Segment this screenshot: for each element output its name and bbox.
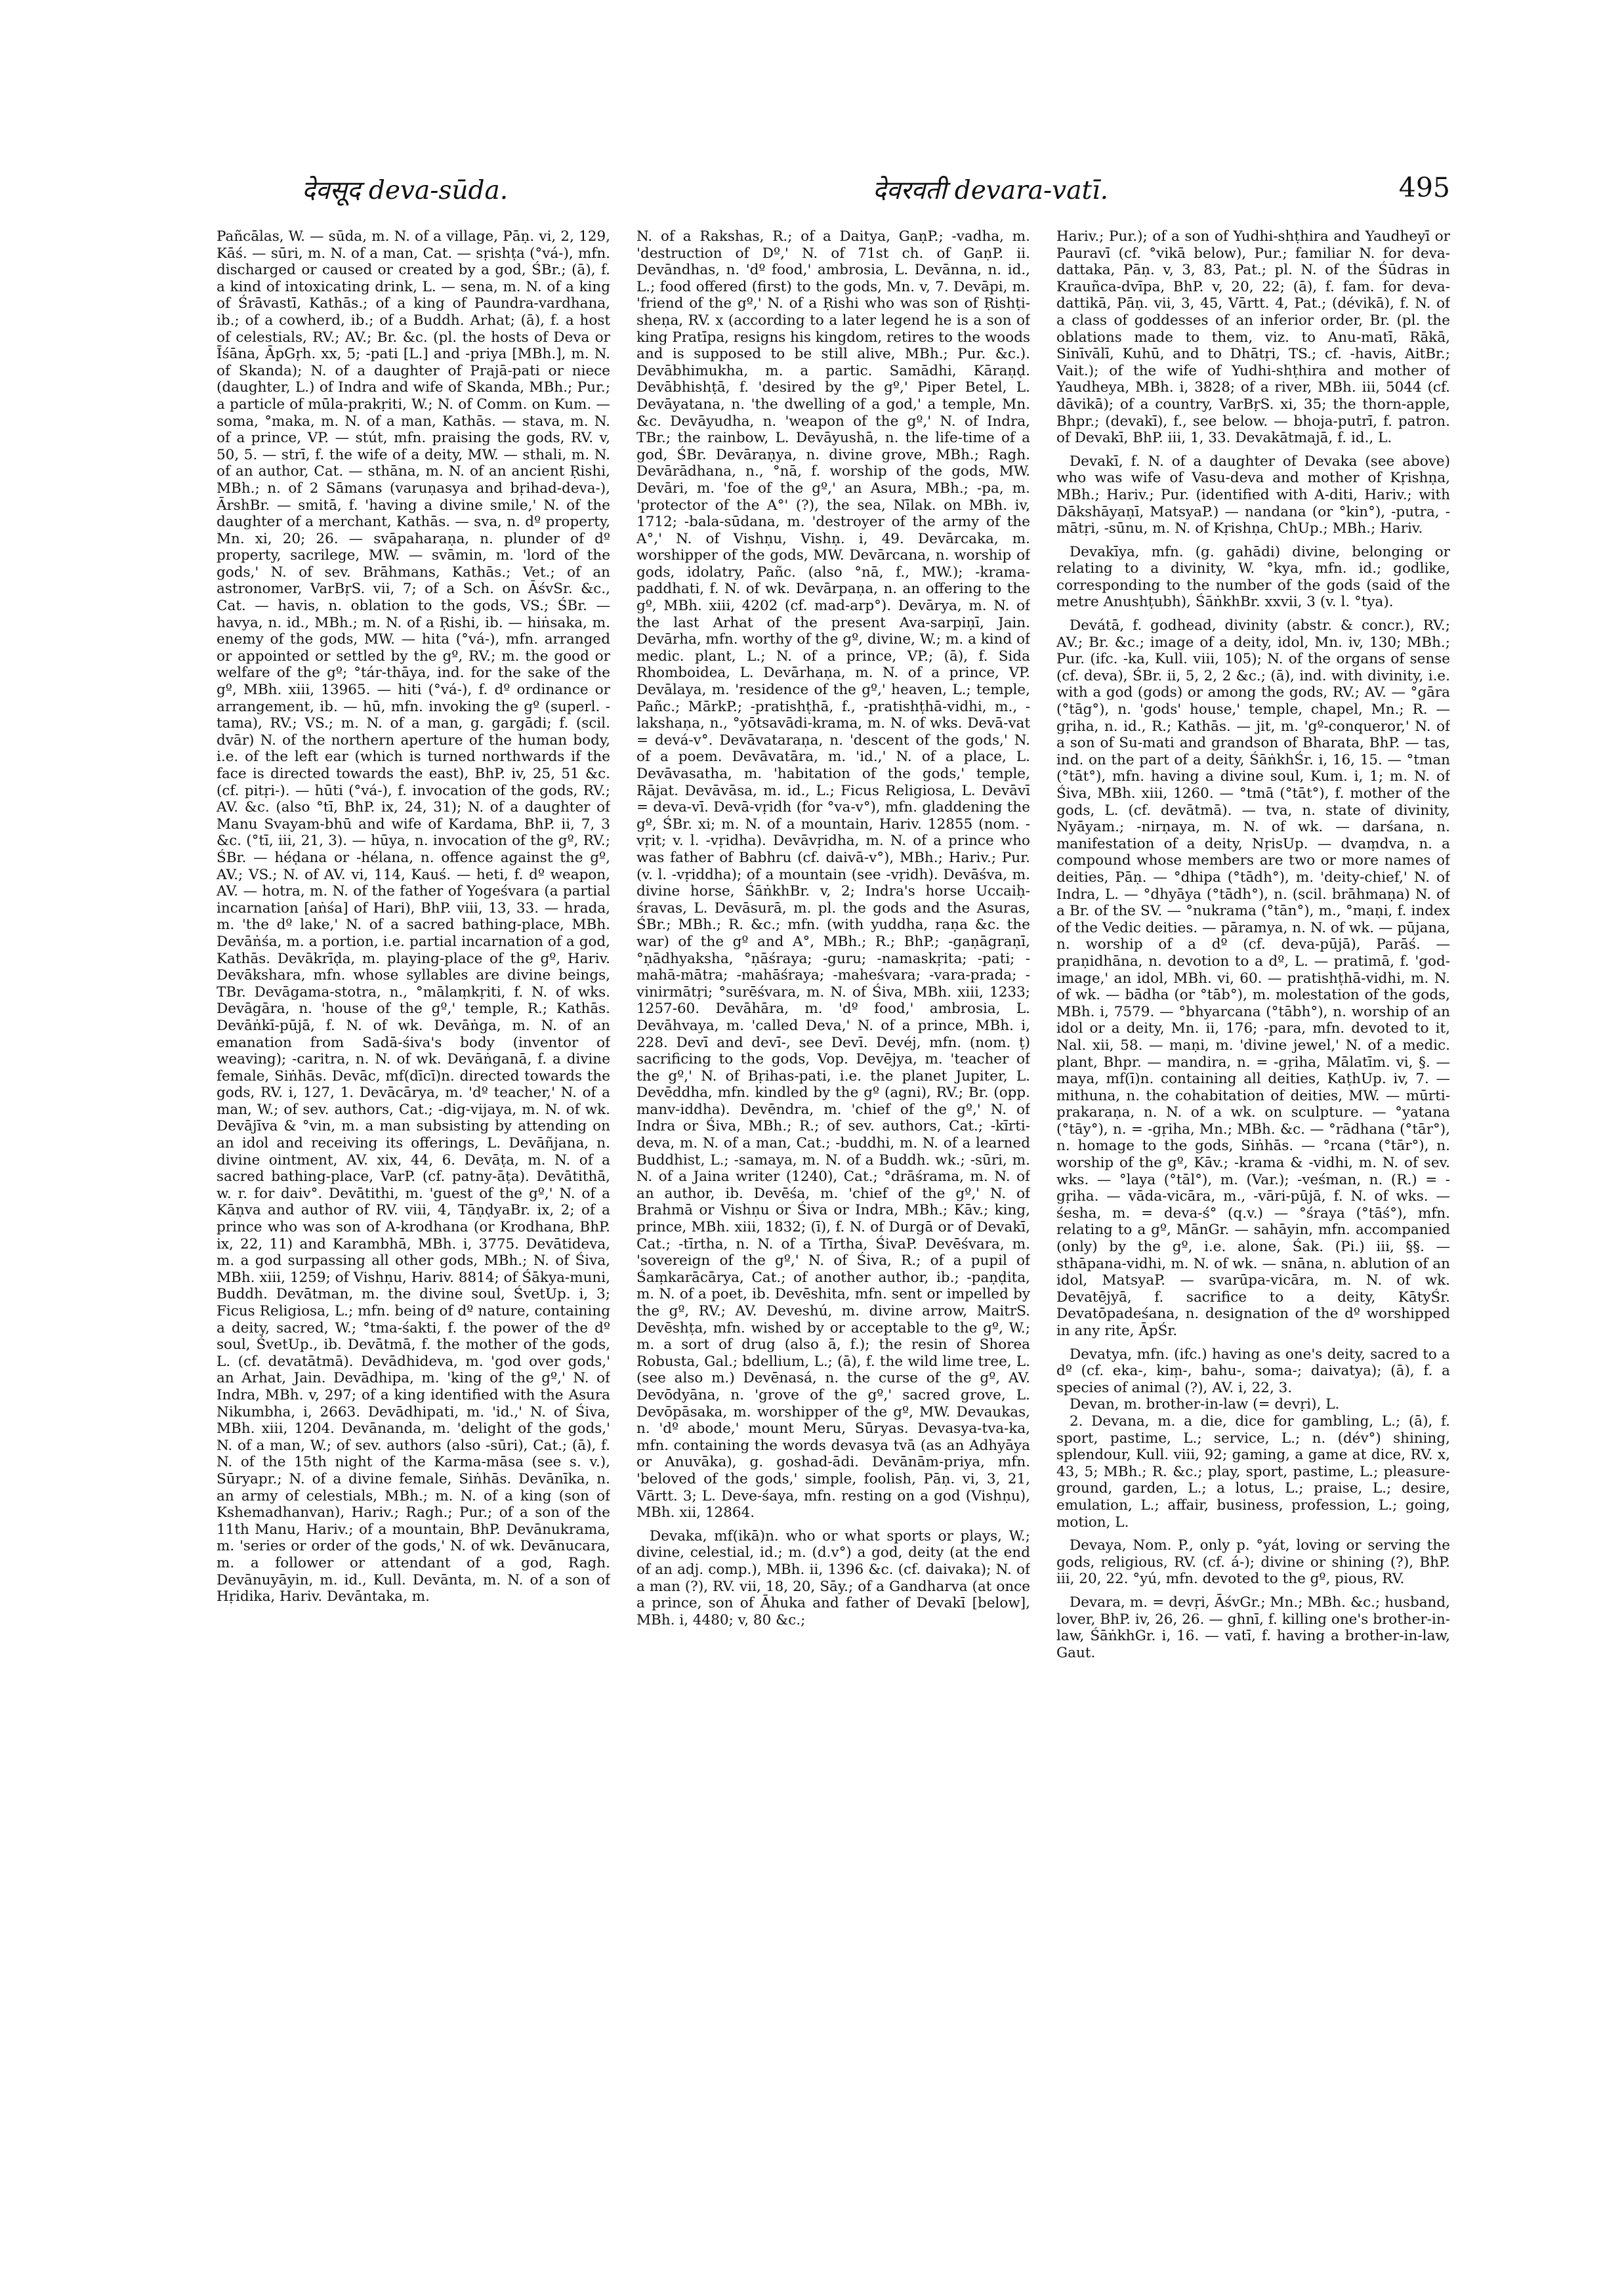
entry-paragraph: 2. Devana, m. a die, dice for gambling, L.; (ā), f. sport, pastime, L.; service, L.; n. (dév°) shining, splendour, Kull. viii, 92; gaming, a game at dice, RV. x, 43, 5; MBh.; R. &c.; play, sport, pastime, L.; pleasure-ground, garden, L.; a lotus, L.; praise, L.; desire, emulation, L.; affair, business, profession, L.; going, motion, L. xyxy=(1056,1413,1450,1531)
page-number: 495 xyxy=(1398,172,1450,203)
page-header xyxy=(217,172,1450,211)
entry-paragraph: Devaka, mf(ikā)n. who or what sports or plays, W.; divine, celestial, id.; m. (d.v°) a god, deity (at the end of an adj. comp.), MBh. ii, 1396 &c. (cf. daivaka); N. of a man (?), RV. vii, 18, 20, Sāy.; of a Gandharva (at once a prince, son of Āhuka and father of Devakī [below], MBh. i, 4480; v, 80 &c.; xyxy=(636,1527,1030,1628)
dictionary-columns xyxy=(217,228,1450,2229)
entry-paragraph: Devátā, f. godhead, divinity (abstr. & concr.), RV.; AV.; Br. &c.; image of a deity, idol, Mn. iv, 130; MBh.; Pur. (ifc. -ka, Kull. viii, 105); N. of the organs of sense (cf. deva), ŚBr. ii, 5, 2, 2 &c.; (ā), ind. with divinity, i.e. with a god (gods) or among the gods, RV.; AV. — °gāra (°tāg°), n. 'gods' house,' temple, chapel, Mn.; R. — gṛiha, n. id., R.; Kathās. — jit, m. 'gº-conqueror,' N. of a son of Su-mati and grandson of Bharata, BhP. — tas, ind. on the part of a deity, ŚāṅkhŚr. i, 16, 15. — °tman (°tāt°), mfn. having a divine soul, Kum. i, 1; m. N. of Śiva, MBh. xiii, 1260. — °tmā (°tāt°), f. mother of the gods, L. (cf. devātmā). — tva, n. state of divinity, Nyāyam.; -nirṇaya, m. N. of wk. — darśana, n. manifestation of a deity, NṛisUp. — dvaṃdva, n. a compound whose members are two or more names of deities, Pāṇ. — °dhipa (°tādh°), m. 'deity-chief,' N. of Indra, L. — °dhyāya (°tādh°), n. (scil. brāhmaṇa) N. of a Br. of the SV. — °nukrama (°tān°), m., °maṇi, f. index of the Vedic deities. — pāramya, n. N. of wk. — pūjana, n. worship of a dº (cf. deva-pūjā), Parāś. — praṇidhāna, n. devotion to a dº, L. — pratimā, f. 'god-image,' an idol, MBh. vi, 60. — pratishṭhā-vidhi, m. N. of wk. — bādha (or °tāb°), m. molestation of the gods, MBh. i, 7579. — °bhyarcana (°tābh°), n. worship of an idol or a deity, Mn. ii, 176; -para, mfn. devoted to it, Nal. xii, 58. — maṇi, m. 'divine jewel,' N. of a medic. plant, Bhpr. — mandira, n. = -gṛiha, Mālatīm. vi, §. — maya, mf(ī)n. containing all deities, KaṭhUp. iv, 7. — mithuna, n. the cohabitation of deities, MW. — mūrti-prakaraṇa, n. N. of a wk. on sculpture. — °yatana (°tāy°), n. = -gṛiha, Mn.; MBh. &c. — °rādhana (°tār°), n. homage to the gods, Siṅhās. — °rcana (°tār°), n. worship of the gº, Kāv.; -krama & -vidhi, m. N. of sev. wks. — °laya (°tāl°), m. (Var.); -veśman, n. (R.) = -gṛiha. — vāda-vicāra, m., -vāri-pūjā, f. N. of wks. — śesha, m. = deva-ś° (q.v.) — °śraya (°tāś°), mfn. relating to a gº, MānGr. — sahāyin, mfn. accompanied (only) by the gº, i.e. alone, Śak. (Pi.) iii, §§. — sthāpana-vidhi, m. N. of wk. — snāna, n. ablution of an idol, MatsyaP. — svarūpa-vicāra, m. N. of wk. Devatējyā, f. sacrifice to a deity, KātyŚr. Devatōpadeśana, n. designation of the dº worshipped in any rite, ĀpŚr. xyxy=(1056,617,1450,1339)
running-head-right: देवरवती devara-vatī. xyxy=(873,176,1108,205)
column-2 xyxy=(636,228,1030,2223)
entry-paragraph: Devan, m. brother-in-law (= devṛi), L. xyxy=(1070,1396,1340,1413)
entry-paragraph: Devakīya, mfn. (g. gahādi) divine, belonging or relating to a divinity, W. °kya, mfn. id.; godlike, corresponding to the number of the gods (said of the metre Anushṭubh), ŚāṅkhBr. xxvii, 3 (v. l. °tya). xyxy=(1056,543,1450,611)
entry-paragraph: Devakī, f. N. of a daughter of Devaka (see above) who was wife of Vasu-deva and mother of Kṛishṇa, MBh.; Hariv.; Pur. (identified with A-diti, Hariv.; with Dākshāyaṇī, MatsyaP.) — nandana (or °kin°), -putra, -mātṛi, -sūnu, m. N. of Kṛishṇa, ChUp.; MBh.; Hariv. xyxy=(1056,453,1450,537)
running-head-left: देवसूद deva-sūda. xyxy=(302,176,509,205)
entry-paragraph: N. of a Rakshas, R.; of a Daitya, GaṇP.; -vadha, m. 'destruction of Dº,' N. of 71st ch. of GaṇP. ii. Devāndhas, n. 'dº food,' ambrosia, L. Devānna, n. id., L.; food offered (first) to the gods, Mn. v, 7. Devāpi, m. 'friend of the gº,' N. of a Ṛishi who was son of Ṛishṭi-sheṇa, RV. x (according to a later legend he is a son of king Pratīpa, resigns his kingdom, retires to the woods and is supposed to be still alive, MBh.; Pur. &c.). Devābhimukha, m. a partic. Samādhi, Kāraṇḍ. Devābhishṭā, f. 'desired by the gº,' Piper Betel, L. Devāyatana, n. 'the dwelling of a god,' a temple, Mn. &c. Devāyudha, n. 'weapon of the gº,' N. of Indra, TBr.; the rainbow, L. Devāyushā, n. the life-time of a god, ŚBr. Devāraṇya, n. divine grove, MBh.; Ragh. Devārādhana, n., °nā, f. worship of the gods, MW. Devāri, m. 'foe of the gº,' an Asura, MBh.; -pa, m. 'protector of the A°' (?), the sea, Nīlak. on MBh. iv, 1712; -bala-sūdana, m. 'destroyer of the army of the A°,' N. of Vishṇu, Vishṇ. i, 49. Devārcaka, m. worshipper of the gods, MW. Devārcana, n. worship of gods, idolatry, Pañc. (also °nā, f., MW.); -krama-paddhati, f. N. of wk. Devārpaṇa, n. an offering to the gº, MBh. xiii, 4202 (cf. mad-arp°). Devārya, m. N. of the last Arhat of the present Ava-sarpiṇī, Jain. Devārha, mfn. worthy of the gº, divine, W.; m. a kind of medic. plant, L.; N. of a prince, VP.; (ā), f. Sida Rhomboidea, L. Devārhaṇa, m. N. of a prince, VP. Devālaya, m. 'residence of the gº,' heaven, L.; temple, Pañc.; MārkP.; -pratishṭhā, f., -pratishṭhā-vidhi, m., -lakshaṇa, n., °yōtsavādi-krama, m. N. of wks. Devā-vat = devá-v°. Devāvataraṇa, n. 'descent of the gods,' N. of a poem. Devāvatāra, m. 'id.,' N. of a place, L. Devāvasatha, m. 'habitation of the gods,' temple, Rājat. Devāvāsa, m. id., L.; Ficus Religiosa, L. Devāvī = deva-vī. Devā-vṛidh (for °va-v°), mfn. gladdening the gº, ŚBr. xi; m. N. of a mountain, Hariv. 12855 (nom. -vṛit; v. l. -vṛidha). Devāvṛidha, m. N. of a prince who was father of Babhru (cf. daivā-v°), MBh.; Hariv.; Pur. (v. l. -vṛiddha); of a mountain (see -vṛidh). Devāśva, m. divine horse, ŚāṅkhBr. v, 2; Indra's horse Uccaiḥ-śravas, L. Devāsurā, m. pl. the gods and the Asuras, ŚBr.; MBh.; R. &c.; mfn. (with yuddha, raṇa &c. the war) of the gº and A°, MBh.; R.; BhP.; -gaṇāgraṇī, °ṇādhyaksha, °ṇāśraya; -guru; -namaskṛita; -pati; -mahā-mātra; -mahāśraya; -maheśvara; -vara-prada; -vinirmātṛi; °surēśvara, m. N. of Śiva, MBh. xiii, 1233; 1257-60. Devāhāra, m. 'dº food,' ambrosia, L. Devāhvaya, m. 'called Deva,' N. of a prince, MBh. i, 228. Devī and devī-, see Devī. Devéj, mfn. (nom. ṭ) sacrificing to the gods, Vop. Devējya, m. 'teacher of the gº,' N. of Bṛihas-pati, i.e. the planet Jupiter, L. Devēddha, mfn. kindled by the gº (agni), RV.; Br. (opp. manv-iddha). Devēndra, m. 'chief of the gº,' N. of Indra or Śiva, MBh.; R.; of sev. authors, Cat.; -kīrti-deva, m. N. of a man, Cat.; -buddhi, m. N. of a learned Buddhist, L.; -samaya, m. N. of a Buddh. wk.; -sūri, m. N. of a Jaina writer (1240), Cat.; °drāśrama, m. N. of an author, ib. Devēśa, m. 'chief of the gº,' N. of Brahmā or Vishṇu or Śiva or Indra, MBh.; Kāv.; king, prince, MBh. xiii, 1832; (ī), f. N. of Durgā or of Devakī, Cat.; -tīrtha, n. N. of a Tīrtha, ŚivaP. Devēśvara, m. 'sovereign of the gº,' N. of Śiva, R.; of a pupil of Śaṃkarācārya, Cat.; of another author, ib.; -paṇḍita, m. N. of a poet, ib. Devēshita, mfn. sent or impelled by the gº, RV.; AV. Deveshú, m. divine arrow, MaitrS. Devēshṭa, mfn. wished by or acceptable to the gº, W.; m. a sort of drug (also ā, f.); the resin of Shorea Robusta, Gal.; bdellium, L.; (ā), f. the wild lime tree, L. (see also m.) Devēnasá, n. the curse of the gº, AV. Devōdyāna, n. 'grove of the gº,' sacred grove, L. Devōpāsaka, m. worshipper of the gº, MW. Devaukas, n. 'dº abode,' mount Meru, Sūryas. Devasya-tva-ka, mfn. containing the words devasya tvā (as an Adhyāya or Anuvāka), g. goshad-ādi. Devānām-priya, mfn. 'beloved of the gods,' simple, foolish, Pāṇ. vi, 3, 21, Vārtt. 3; L. Deve-śaya, mfn. resting on a god (Vishṇu), MBh. xii, 12864. xyxy=(636,228,1030,1521)
entry-paragraph: Devaya, Nom. P., only p. °yát, loving or serving the gods, religious, RV. (cf. á-); divine or shining (?), BhP. iii, 20, 22. °yú, mfn. devoted to the gº, pious, RV. xyxy=(1056,1537,1450,1588)
entry-paragraph: Hariv.; Pur.); of a son of Yudhi-shṭhira and Yaudheyī or Pauravī (cf. °vikā below), Pur.; familiar N. for deva-dattaka, Pāṇ. v, 3, 83, Pat.; pl. N. of the Śūdras in Krauñca-dvīpa, BhP. v, 20, 22; (ā), f. fam. for deva-dattikā, Pāṇ. vii, 3, 45, Vārtt. 4, Pat.; (dévikā), f. N. of a class of goddesses of an inferior order, Br. (pl. the oblations made to them, viz. to Anu-matī, Rākā, Sinīvālī, Kuhū, and to Dhātṛi, TS.; cf. -havis, AitBr.; Vait.); of the wife of Yudhi-shṭhira and mother of Yaudheya, MBh. i, 3828; of a river, MBh. iii, 5044 (cf. dāvikā); of a country, VarBṛS. xi, 35; the thorn-apple, Bhpr.; (devakī), f., see below. — bhoja-putrī, f. patron. of Devakī, BhP. iii, 1, 33. Devakātmajā, f. id., L. xyxy=(1056,228,1450,447)
column-1 xyxy=(217,228,610,2223)
entry-paragraph: Devara, m. = devṛi, ĀśvGr.; Mn.; MBh. &c.; husband, lover, BhP. iv, 26, 26. — ghnī, f. killing one's brother-in-law, ŚāṅkhGr. i, 16. — vatī, f. having a brother-in-law, Gaut. xyxy=(1056,1594,1450,1661)
entry-paragraph: Pañcālas, W. — sūda, m. N. of a village, Pāṇ. vi, 2, 129, Kāś. — sūri, m. N. of a man, Cat. — sṛishṭa (°vá-), mfn. discharged or caused or created by a god, ŚBr.; (ā), f. a kind of intoxicating drink, L. — sena, m. N. of a king of Śrāvastī, Kathās.; of a king of Paundra-vardhana, ib.; of a cowherd, ib.; of a Buddh. Arhat; (ā), f. a host of celestials, RV.; AV.; Br. &c. (pl. the hosts of Deva or Īśāna, ĀpGṛh. xx, 5; -pati [L.] and -priya [MBh.], m. N. of Skanda); N. of a daughter of Prajā-pati or niece (daughter, L.) of Indra and wife of Skanda, MBh.; Pur.; a particle of mūla-prakṛiti, W.; N. of Comm. on Kum. — soma, °maka, m. N. of a man, Kathās. — stava, m. N. of a prince, VP. — stút, mfn. praising the gods, RV. v, 50, 5. — strī, f. the wife of a deity, MW. — sthali, m. N. of an author, Cat. — sthāna, m. N. of an ancient Ṛishi, MBh.; n. of 2 Sāmans (varuṇasya and bṛihad-deva-), ĀrshBr. — smitā, f. 'having a divine smile,' N. of the daughter of a merchant, Kathās. — sva, n. dº property, Mn. xi, 20; 26. — svāpaharaṇa, n. plunder of dº property, sacrilege, MW. — svāmin, m. 'lord of the gods,' N. of sev. Brāhmans, Kathās.; Vet.; of an astronomer, VarBṛS. vii, 7; of a Sch. on ĀśvSr. &c., Cat. — havis, n. oblation to the gods, VS.; ŚBr. — havya, n. id., MBh.; m. N. of a Ṛishi, ib. — hiṅsaka, m. enemy of the gods, MW. — hita (°vá-), mfn. arranged or appointed or settled by the gº, RV.; m. the good or welfare of the gº; °tár-thāya, ind. for the sake of the gº, MBh. xiii, 13965. — hiti (°vá-), f. dº ordinance or arrangement, ib. — hū, mfn. invoking the gº (superl. -tama), RV.; VS.; m. N. of a man, g. gargādi; f. (scil. dvār) N. of the northern aperture of the human body, i.e. of the left ear (which is turned northwards if the face is directed towards the east), BhP. iv, 25, 51 &c. (cf. pitṛi-). — hūti (°vá-), f. invocation of the gods, RV.; AV. &c. (also °tī, BhP. ix, 24, 31); N. of a daughter of Manu Svayam-bhū and wife of Kardama, BhP. ii, 7, 3 &c. (°tī, iii, 21, 3). — hūya, n. invocation of the gº, RV.; ŚBr. — héḍana or -hélana, n. offence against the gº, AV.; VS.; N. of AV. vi, 114, Kauś. — heti, f. dº weapon, AV. — hotra, m. N. of the father of Yogeśvara (a partial incarnation [aṅśa] of Hari), BhP. viii, 13, 33. — hrada, m. 'the dº lake,' N. of a sacred bathing-place, MBh. Devāṅśa, m. a portion, i.e. partial incarnation of a god, Kathās. Devākrīḍa, m. playing-place of the gº, Hariv. Devākshara, mfn. whose syllables are divine beings, TBr. Devāgama-stotra, n., °mālaṃkṛiti, f. N. of wks. Devāgāra, n. 'house of the gº,' temple, R.; Kathās. Devāṅkī-pūjā, f. N. of wk. Devāṅga, m. N. of an emanation from Sadā-śiva's body (inventor of weaving); -caritra, n. N. of wk. Devāṅganā, f. a divine female, Siṅhās. Devāc, mf(dīcī)n. directed towards the gods, RV. i, 127, 1. Devācārya, m. 'dº teacher,' N. of a man, W.; of sev. authors, Cat.; -dig-vijaya, m. N. of wk. Devājīva & °vin, m. a man subsisting by attending on an idol and receiving its offerings, L. Devāñjana, n. divine ointment, AV. xix, 44, 6. Devāṭa, m. N. of a sacred bathing-place, VarP. (cf. patny-āṭa). Devātithā, w. r. for daiv°. Devātithi, m. 'guest of the gº,' N. of a Kāṇva and author of RV. viii, 4, TāṇḍyaBr. ix, 2; of a prince who was son of A-krodhana (or Krodhana, BhP. ix, 22, 11) and Karambhā, MBh. i, 3775. Devātideva, m. a god surpassing all other gods, MBh.; N. of Śiva, MBh. xiii, 1259; of Vishṇu, Hariv. 8814; of Śākya-muni, Buddh. Devātman, m. the divine soul, ŚvetUp. i, 3; Ficus Religiosa, L.; mfn. being of dº nature, containing a deity, sacred, W.; °tma-śakti, f. the power of the dº soul, ŚvetUp., ib. Devātmā, f. the mother of the gods, L. (cf. devatātmā). Devādhideva, m. 'god over gods,' an Arhat, Jain. Devādhipa, m. 'king of the gº,' N. of Indra, MBh. v, 297; of a king identified with the Asura Nikumbha, i, 2663. Devādhipati, m. 'id.,' N. of Śiva, MBh. xiii, 1204. Devānanda, m. 'delight of the gods,' N. of a man, W.; of sev. authors (also -sūri), Cat.; (ā), f. N. of the 15th night of the Karma-māsa (see s. v.), Sūryapr.; N. of a divine female, Siṅhās. Devānīka, n. an army of celestials, MBh.; m. N. of a king (son of Kshemadhanvan), Hariv.; Ragh.; Pur.; of a son of the 11th Manu, Hariv.; of a mountain, BhP. Devānukrama, m. 'series or order of the gods,' N. of wk. Devānucara, m. a follower or attendant of a god, Ragh. Devānuyāyin, m. id., Kull. Devānta, m. N. of a son of Hṛidika, Hariv. Devāntaka, m. xyxy=(217,228,610,1605)
entry-paragraph: Devatya, mfn. (ifc.) having as one's deity, sacred to a dº (cf. eka-, kiṃ-, bahu-, soma-; daivatya); (ā), f. a species of animal (?), AV. i, 22, 3. xyxy=(1056,1346,1450,1396)
column-3 xyxy=(1056,228,1450,2223)
